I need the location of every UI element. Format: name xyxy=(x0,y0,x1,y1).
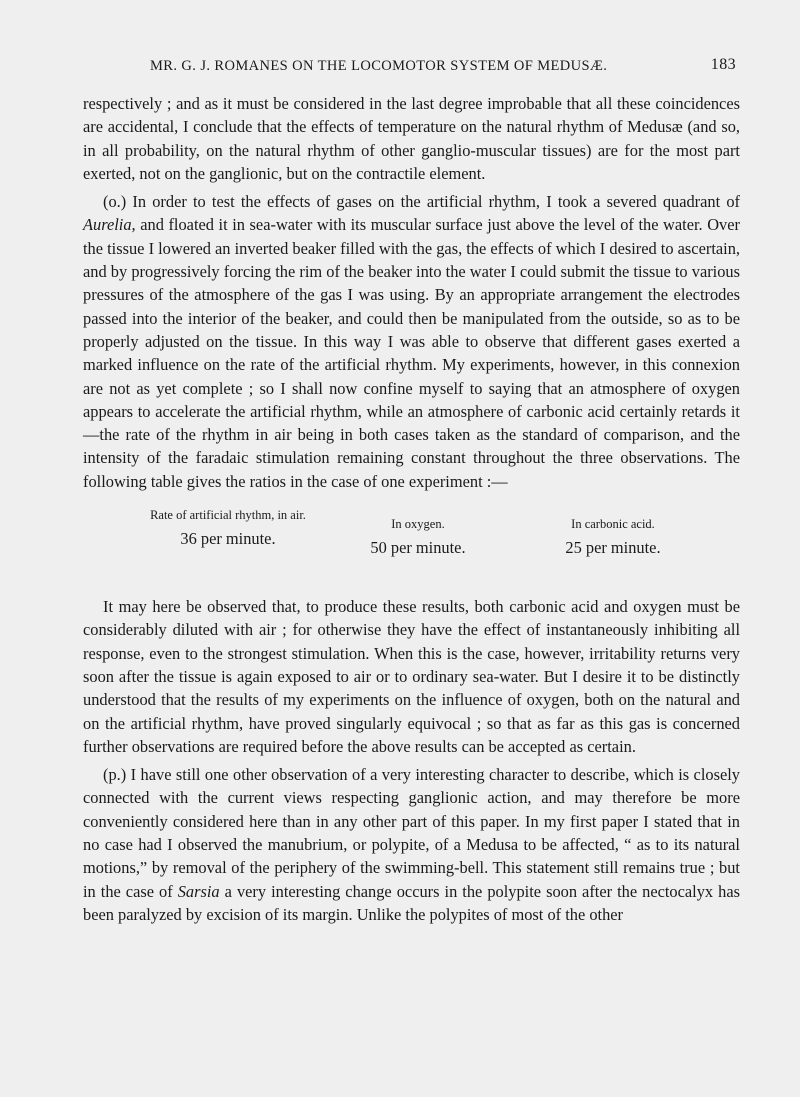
running-title: MR. G. J. ROMANES ON THE LOCOMOTOR SYSTEM OF MEDUSÆ. xyxy=(150,58,608,74)
table-column-carbonic-acid xyxy=(538,517,688,558)
table-column-oxygen xyxy=(353,517,483,558)
column-value: 25 per minute. xyxy=(565,538,661,558)
ratios-table xyxy=(83,496,740,592)
paragraph-results: It may here be observed that, to produce these results, both carbonic acid and oxygen must be considerably diluted with air ; for otherwise they have the effect of instantaneously inhibiting all response, even to the strongest stimulation. When this is the case, however, irritability returns very soon after the tissue is again exposed to air or to ordinary sea-water. But I desire it to be distinctly understood that the results of my experiments on the influence of oxygen, both on the natural and on the artificial rhythm, have proved singularly equivocal ; so that as far as this gas is concerned further observations are required before the above results can be accepted as certain. xyxy=(83,597,740,756)
body-text xyxy=(83,92,740,926)
paragraph-continued: respectively ; and as it must be considered in the last degree improbable that all these coincidences are accidental, I conclude that the effects of temperature on the natural rhythm of Medusæ (and so, in all probability, on the natural rhythm of other ganglio-muscular tissues) are for the most part exerted, not on the ganglionic, but on the contractile element. xyxy=(83,94,740,183)
column-header: In carbonic acid. xyxy=(571,517,655,532)
paragraph-marker: (p.) xyxy=(103,765,127,785)
column-value: 36 per minute. xyxy=(180,529,276,549)
column-value: 50 per minute. xyxy=(370,538,466,558)
column-header: In oxygen. xyxy=(391,517,445,532)
table-column-air xyxy=(143,508,313,549)
paragraph-o: (o.) In order to test the effects of gases on the artificial rhythm, I took a severed quadrant of Aurelia, and floated it in sea-water with its muscular surface just above the level of the water. Over the tissue I lowered an inverted beaker filled with the gas, the effects of which I desired to ascertain, and by progressively forcing the rim of the beaker into the water I could submit the tissue to various pressures of the atmosphere of the gas I was using. By an appropriate arrangement the electrodes passed into the interior of the beaker, and could then be manipulated from the outside, so as to be properly adjusted on the tissue. In this way I was able to observe that different gases exerted a marked influence on the rate of the artificial rhythm. My experiments, however, in this connexion are not as yet complete ; so I shall now confine myself to saying that an atmosphere of oxygen appears to accelerate the artificial rhythm, while an atmosphere of carbonic acid certainly retards it—the rate of the rhythm in air being in both cases taken as the standard of comparison, and the intensity of the faradaic stimulation remaining constant throughout the three observations. The following table gives the ratios in the case of one experiment :— xyxy=(83,192,740,491)
italic-term: Sarsia xyxy=(177,881,220,901)
paragraph-marker: (o.) xyxy=(103,192,127,212)
running-header xyxy=(150,58,736,75)
page-number: 183 xyxy=(710,56,736,73)
paragraph-p: (p.) I have still one other observation of a very interesting character to describe, which is closely connected with the current views respecting ganglionic action, and may therefore be more conveniently considered here than in any other part of this paper. In my first paper I stated that in no case had I observed the manubrium, or polypite, of a Medusa to be affected, “ as to its natural motions,” by removal of the periphery of the swimming-bell. This statement still remains true ; but in the case of Sarsia a very interesting change occurs in the polypite soon after the nectocalyx has been paralyzed by excision of its margin. Unlike the polypites of most of the other xyxy=(83,765,740,924)
column-header: Rate of artificial rhythm, in air. xyxy=(150,508,306,523)
italic-term: Aurelia, xyxy=(83,215,136,235)
